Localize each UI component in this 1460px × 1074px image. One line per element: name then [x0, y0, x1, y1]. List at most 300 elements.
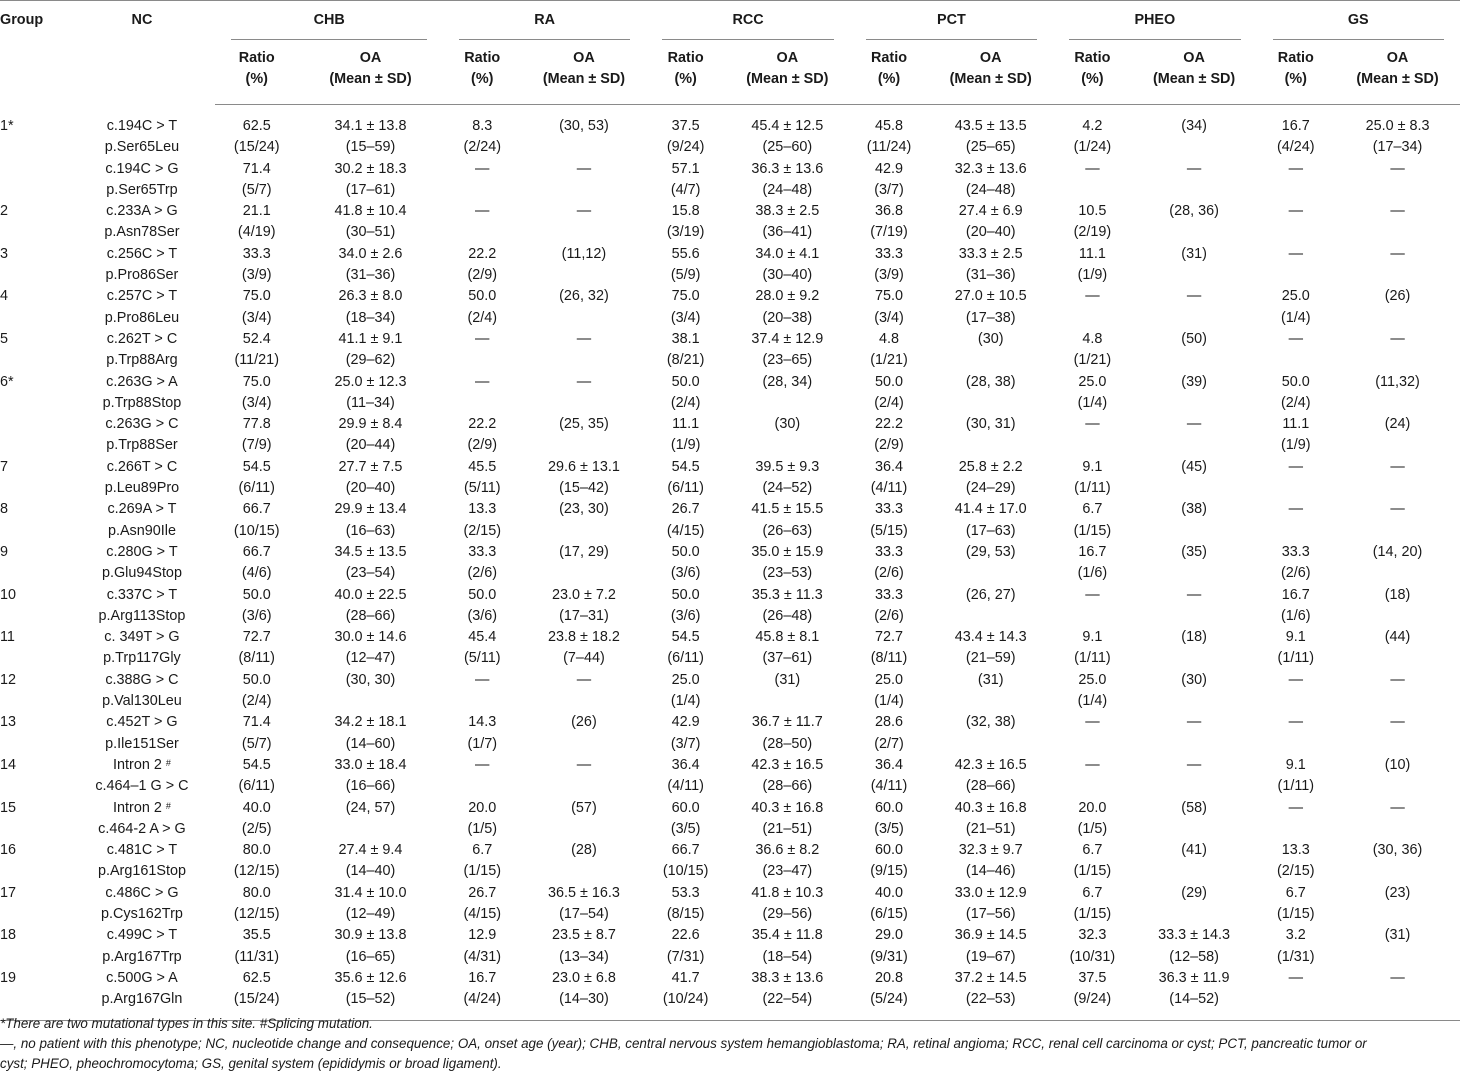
cell-value-line: 30.0 ± 14.6	[334, 629, 407, 646]
cell-ratio	[443, 201, 522, 244]
cell-ratio	[1053, 414, 1132, 457]
cell-oa	[1335, 329, 1460, 372]
cell-value-line: 34.0 ± 2.6	[338, 245, 403, 262]
cell-ratio	[646, 372, 725, 415]
cell-value-line: 37.2 ± 14.5	[954, 969, 1027, 986]
cell-ratio	[215, 372, 298, 415]
cell-value-line	[1337, 819, 1458, 840]
cell-ratio	[646, 883, 725, 926]
cell-value-line: 54.5	[242, 458, 271, 475]
cell-value-line	[1337, 861, 1458, 882]
cell-value-line	[445, 180, 520, 201]
cell-value-line: (15–59)	[345, 139, 396, 156]
cell-ratio	[850, 414, 929, 457]
cell-value-line: (24–29)	[965, 480, 1016, 497]
cell-value-line: 35.0 ± 15.9	[751, 543, 824, 560]
cell-nc-line: p.Trp117Gly	[103, 650, 181, 667]
header-oa-unit: (Mean ± SD)	[329, 71, 412, 87]
cell-value-line	[445, 393, 520, 414]
cell-nc	[68, 244, 215, 287]
cell-value-line: (1/11)	[1074, 650, 1111, 667]
header-oa-pct	[928, 40, 1053, 105]
cell-nc	[68, 105, 215, 159]
cell-oa	[928, 457, 1053, 500]
cell-oa	[1132, 585, 1257, 628]
cell-value-line: (5/9)	[670, 267, 701, 284]
header-nc: NC	[131, 12, 153, 28]
phenotype-underline	[662, 39, 833, 40]
cell-value-line: (10/15)	[662, 863, 709, 880]
cell-value-line: 34.0 ± 4.1	[755, 245, 820, 262]
cell-nc	[68, 585, 215, 628]
cell-value-line	[727, 691, 848, 712]
footnote-symbols: *There are two mutational types in this site. #Splicing mutation.	[0, 1016, 373, 1031]
table-row	[0, 840, 1460, 883]
cell-nc	[68, 798, 215, 841]
phenotype-label: RA	[534, 12, 556, 28]
cell-value-line: (23–65)	[762, 352, 813, 369]
cell-nc-line: p.Ser65Leu	[104, 138, 180, 155]
cell-ratio	[646, 712, 725, 755]
cell-oa	[725, 840, 850, 883]
cell-nc	[68, 414, 215, 457]
cell-value-line: 4.2	[1082, 118, 1103, 134]
cell-ratio	[850, 286, 929, 329]
cell-ratio	[1053, 968, 1132, 1021]
cell-ratio	[1257, 925, 1336, 968]
cell-value-line: 45.4	[468, 629, 497, 646]
cell-value-line: (11/31)	[234, 948, 279, 965]
cell-value-line: 25.8 ± 2.2	[958, 458, 1023, 475]
cell-value-line: (1/5)	[1077, 820, 1108, 837]
header-phenotype-pheo	[1053, 0, 1256, 40]
cell-oa	[522, 798, 647, 841]
cell-value-line: 52.4	[242, 330, 271, 347]
cell-ratio	[1053, 840, 1132, 883]
cell-oa	[725, 670, 850, 713]
cell-value-line: 50.0	[242, 671, 271, 688]
cell-value-line: (2/24)	[463, 139, 502, 156]
cell-value-line: —	[1390, 714, 1405, 731]
cell-oa	[1335, 414, 1460, 457]
cell-value-line: —	[1085, 160, 1100, 177]
table-row	[0, 244, 1460, 287]
cell-value-line: (9/24)	[1073, 991, 1112, 1008]
phenotype-underline	[231, 39, 427, 40]
table-row	[0, 201, 1460, 244]
cell-ratio	[215, 457, 298, 500]
cell-value-line	[1134, 521, 1255, 542]
cell-oa	[928, 627, 1053, 670]
cell-value-line: —	[1390, 245, 1405, 262]
cell-value-line: (8/21)	[666, 352, 705, 369]
cell-oa	[522, 329, 647, 372]
cell-oa	[1335, 105, 1460, 159]
cell-value-line: (2/7)	[874, 735, 904, 752]
cell-ratio	[443, 585, 522, 628]
header-oa-pheo	[1132, 40, 1257, 105]
cell-value-line: (31)	[1384, 927, 1411, 944]
cell-oa	[298, 925, 443, 968]
cell-value-line: (32, 38)	[965, 714, 1016, 731]
cell-nc-line: p.Arg113Stop	[98, 607, 186, 624]
cell-value-line: (1/21)	[870, 352, 908, 369]
cell-oa	[928, 372, 1053, 415]
cell-value-line	[1337, 648, 1458, 669]
cell-value-line: (11/21)	[234, 352, 279, 369]
cell-value-line: (23–54)	[345, 565, 396, 582]
cell-value-line: (28, 34)	[762, 373, 813, 390]
cell-value-line	[1134, 648, 1255, 669]
cell-value-line: 28.0 ± 9.2	[755, 288, 820, 305]
cell-ratio	[646, 457, 725, 500]
cell-value-line: 29.9 ± 8.4	[338, 416, 403, 433]
cell-value-line: 38.3 ± 2.5	[755, 203, 820, 220]
cell-nc-line: c.256C > T	[106, 245, 178, 262]
cell-value-line: (14–46)	[965, 863, 1016, 880]
cell-nc-line: p.Cys162Trp	[101, 905, 183, 922]
cell-nc-line: p.Asn78Ser	[104, 224, 180, 241]
header-phenotype-chb	[215, 0, 443, 40]
cell-value-line: (1/9)	[1077, 267, 1108, 284]
cell-value-line: 36.8	[875, 203, 904, 220]
cell-ratio	[646, 755, 725, 798]
cell-value-line	[445, 776, 520, 797]
header-ratio-chb	[215, 40, 298, 105]
cell-ratio	[1053, 329, 1132, 372]
cell-value-line: —	[475, 671, 490, 688]
cell-nc-line: p.Ile151Ser	[105, 735, 179, 752]
cell-oa	[928, 414, 1053, 457]
cell-oa	[298, 372, 443, 415]
table-row	[0, 542, 1460, 585]
cell-value-line: (39)	[1181, 373, 1207, 390]
cell-value-line: 41.1 ± 9.1	[338, 330, 403, 347]
cell-value-line: (20–40)	[965, 224, 1016, 241]
cell-oa	[928, 542, 1053, 585]
cell-nc-line: c.486C > G	[105, 884, 179, 901]
cell-ratio	[850, 159, 929, 202]
cell-value-line: (28, 38)	[965, 373, 1016, 390]
header-oa-label: OA	[776, 50, 799, 66]
cell-ratio	[646, 105, 725, 159]
cell-value-line: (14–40)	[345, 863, 396, 880]
cell-value-line: 30.2 ± 18.3	[334, 160, 407, 177]
cell-value-line: (17, 29)	[559, 543, 609, 560]
cell-value-line: 57.1	[671, 160, 700, 177]
cell-ratio	[850, 755, 929, 798]
cell-value-line: —	[1390, 671, 1405, 688]
cell-oa	[725, 798, 850, 841]
cell-value-line	[1134, 861, 1255, 882]
cell-value-line: (18)	[1181, 629, 1207, 646]
cell-value-line	[930, 435, 1051, 456]
header-ratio-unit: (%)	[1284, 71, 1307, 87]
table-row	[0, 585, 1460, 628]
cell-value-line: —	[1288, 458, 1303, 475]
cell-ratio	[646, 670, 725, 713]
cell-value-line: (30–51)	[345, 224, 396, 241]
cell-oa	[725, 201, 850, 244]
cell-value-line: (30, 31)	[965, 416, 1016, 433]
cell-value-line: (16–65)	[345, 948, 396, 965]
cell-nc-line: c.452T > G	[106, 714, 178, 731]
cell-value-line	[1337, 435, 1458, 456]
cell-value-line: 27.0 ± 10.5	[954, 288, 1027, 305]
cell-ratio	[646, 244, 725, 287]
cell-ratio	[1257, 457, 1336, 500]
header-oa-unit: (Mean ± SD)	[542, 71, 626, 87]
cell-value-line: —	[475, 203, 490, 220]
cell-ratio	[1053, 244, 1132, 287]
cell-value-line: 50.0	[468, 288, 497, 305]
cell-ratio	[850, 798, 929, 841]
cell-ratio	[1257, 201, 1336, 244]
header-ratio-label: Ratio	[871, 50, 907, 66]
cell-ratio	[443, 627, 522, 670]
cell-group: 2	[0, 203, 9, 220]
cell-ratio	[443, 542, 522, 585]
cell-ratio	[443, 372, 522, 415]
cell-oa	[298, 499, 443, 542]
cell-value-line: (31–36)	[965, 267, 1016, 284]
cell-oa	[928, 105, 1053, 159]
cell-nc-line: c.500G > A	[106, 969, 178, 986]
cell-value-line: (2/15)	[463, 522, 502, 539]
cell-value-line	[1134, 904, 1255, 925]
cell-oa	[522, 712, 647, 755]
table-row	[0, 883, 1460, 926]
cell-value-line: 54.5	[671, 629, 700, 646]
cell-oa	[1335, 585, 1460, 628]
cell-oa	[522, 627, 647, 670]
cell-value-line	[1337, 776, 1458, 797]
cell-value-line: (12/15)	[233, 863, 280, 880]
cell-ratio	[1257, 372, 1336, 415]
cell-value-line	[1337, 989, 1458, 1010]
phenotype-label: PCT	[937, 12, 966, 28]
cell-value-line: (25, 35)	[559, 416, 609, 433]
cell-ratio	[1053, 159, 1132, 202]
header-group: Group	[0, 12, 44, 28]
cell-ratio	[1053, 755, 1132, 798]
cell-value-line: (5/7)	[241, 735, 272, 752]
cell-nc	[68, 925, 215, 968]
cell-value-line	[1134, 691, 1255, 712]
cell-value-line	[524, 734, 645, 755]
cell-value-line: 41.7	[671, 969, 700, 986]
cell-value-line	[524, 521, 645, 542]
cell-value-line	[1134, 180, 1255, 201]
cell-value-line: 32.3 ± 13.6	[954, 160, 1027, 177]
cell-value-line: (3/7)	[670, 735, 701, 752]
cell-value-line: (31)	[1181, 245, 1207, 262]
cell-ratio	[850, 840, 929, 883]
cell-value-line: 35.4 ± 11.8	[751, 927, 823, 944]
cell-nc-line: c.499C > T	[106, 927, 178, 944]
cell-value-line: 11.1	[1282, 416, 1310, 433]
cell-value-line: 60.0	[875, 842, 904, 859]
cell-group: 15	[0, 799, 17, 816]
header-oa-unit: (Mean ± SD)	[1356, 71, 1439, 87]
cell-value-line: (29)	[1181, 884, 1207, 901]
cell-value-line: 50.0	[671, 543, 700, 560]
cell-ratio	[646, 585, 725, 628]
cell-value-line: 38.1	[671, 330, 700, 347]
cell-nc-line: p.Trp88Arg	[106, 352, 178, 369]
cell-value-line: —	[475, 373, 490, 390]
cell-value-line: 28.6	[875, 714, 904, 731]
cell-nc	[68, 159, 215, 202]
cell-value-line: 38.3 ± 13.6	[751, 969, 824, 986]
cell-value-line: (12/15)	[233, 905, 280, 922]
table-row	[0, 372, 1460, 415]
cell-value-line	[300, 691, 441, 712]
cell-value-line: 54.5	[671, 458, 700, 475]
cell-value-line: (8/15)	[666, 905, 705, 922]
cell-ratio	[1257, 286, 1336, 329]
cell-ratio	[850, 201, 929, 244]
cell-oa	[298, 670, 443, 713]
cell-oa	[298, 105, 443, 159]
cell-value-line	[1134, 265, 1255, 286]
cell-value-line: (17–54)	[559, 905, 609, 922]
cell-value-line: (36–41)	[762, 224, 813, 241]
cell-value-line: 42.9	[671, 714, 700, 731]
cell-value-line: 45.8	[875, 118, 904, 134]
cell-value-line	[1259, 478, 1334, 499]
cell-value-line	[1134, 734, 1255, 755]
cell-value-line: 23.8 ± 18.2	[547, 629, 620, 646]
cell-value-line	[1337, 222, 1458, 243]
cell-value-line: (44)	[1384, 629, 1411, 646]
cell-oa	[725, 159, 850, 202]
cell-oa	[725, 414, 850, 457]
cell-value-line: 72.7	[875, 629, 904, 646]
table-row	[0, 968, 1460, 1021]
cell-ratio	[215, 105, 298, 159]
cell-value-line: (4/24)	[1277, 139, 1315, 156]
cell-value-line: 35.3 ± 11.3	[751, 586, 823, 603]
cell-nc-line: c.464–1 G > C	[95, 778, 189, 795]
cell-oa	[1335, 670, 1460, 713]
cell-oa	[1335, 286, 1460, 329]
cell-oa	[725, 329, 850, 372]
cell-value-line: (2/15)	[1277, 863, 1315, 880]
cell-oa	[298, 585, 443, 628]
cell-value-line	[524, 222, 645, 243]
cell-oa	[1335, 244, 1460, 287]
cell-value-line: (2/4)	[670, 394, 701, 411]
cell-value-line: (14–52)	[1169, 991, 1219, 1008]
cell-nc-line: c.194C > G	[105, 160, 179, 177]
cell-value-line: —	[1186, 160, 1202, 177]
cell-oa	[725, 244, 850, 287]
cell-value-line: (30–40)	[762, 267, 813, 284]
cell-value-line	[1259, 691, 1334, 712]
cell-ratio	[1257, 627, 1336, 670]
header-oa-label: OA	[359, 50, 382, 66]
cell-group: 13	[0, 714, 17, 731]
table-row	[0, 670, 1460, 713]
cell-value-line: (5/24)	[870, 991, 908, 1008]
cell-value-line: (1/11)	[1277, 650, 1315, 667]
cell-oa	[725, 712, 850, 755]
cell-oa	[298, 329, 443, 372]
cell-value-line: (3/6)	[670, 607, 701, 624]
cell-oa	[298, 755, 443, 798]
cell-value-line: 36.6 ± 8.2	[755, 842, 820, 859]
cell-value-line: 37.5	[671, 118, 700, 134]
cell-ratio	[1257, 755, 1336, 798]
cell-value-line	[1055, 776, 1130, 797]
cell-value-line: (23, 30)	[559, 501, 609, 518]
cell-value-line: 33.3	[875, 245, 904, 262]
cell-oa	[1335, 925, 1460, 968]
cell-value-line	[1337, 308, 1458, 329]
cell-nc	[68, 883, 215, 926]
cell-value-line: 33.0 ± 12.9	[954, 884, 1027, 901]
cell-nc-line: c.263G > A	[106, 373, 178, 390]
cell-oa	[928, 925, 1053, 968]
cell-ratio	[215, 499, 298, 542]
cell-group: 7	[0, 458, 9, 475]
cell-ratio	[443, 244, 522, 287]
cell-oa	[298, 159, 443, 202]
cell-oa	[522, 542, 647, 585]
cell-value-line: —	[1085, 756, 1100, 773]
cell-value-line: (1/11)	[1074, 480, 1111, 497]
cell-group: 10	[0, 586, 17, 603]
cell-value-line: 4.8	[1082, 330, 1103, 347]
cell-value-line: (1/15)	[1073, 522, 1112, 539]
cell-value-line: 31.4 ± 10.0	[334, 884, 407, 901]
cell-value-line: (3/19)	[666, 224, 705, 241]
cell-value-line: 62.5	[242, 118, 271, 134]
cell-value-line: 66.7	[242, 501, 271, 518]
cell-value-line: 53.3	[671, 884, 700, 901]
cell-value-line: (2/6)	[874, 607, 904, 624]
cell-nc-line: c.262T > C	[106, 330, 178, 347]
footnote-abbreviations: —, no patient with this phenotype; NC, nucleotide change and consequence; OA, onset age (year); CHB, central nervous system hemangioblastoma; RA, retinal angioma; RCC, renal cell carcinoma or cyst; PCT, pancreatic tumor or	[0, 1036, 1367, 1051]
cell-oa	[1132, 159, 1257, 202]
cell-ratio	[443, 105, 522, 159]
cell-oa	[298, 840, 443, 883]
cell-value-line: 42.3 ± 16.5	[751, 756, 824, 773]
cell-ratio	[215, 329, 298, 372]
cell-value-line: (28, 36)	[1169, 203, 1219, 220]
cell-value-line: —	[475, 330, 490, 347]
cell-value-line: 27.7 ± 7.5	[338, 458, 403, 475]
cell-nc-line: p.Val130Leu	[102, 693, 182, 710]
cell-value-line	[445, 691, 520, 712]
cell-oa	[1132, 840, 1257, 883]
cell-ratio	[215, 286, 298, 329]
cell-value-line: 26.7	[468, 884, 497, 901]
cell-value-line: 9.1	[1285, 629, 1306, 646]
header-phenotype-rcc	[646, 0, 849, 40]
cell-value-line: (6/11)	[667, 480, 704, 497]
cell-value-line: 50.0	[875, 373, 904, 390]
cell-value-line: (57)	[571, 799, 597, 816]
cell-oa	[725, 499, 850, 542]
cell-ratio	[443, 286, 522, 329]
cell-value-line: 29.6 ± 13.1	[547, 458, 620, 475]
cell-oa	[522, 159, 647, 202]
cell-value-line: —	[475, 756, 490, 773]
cell-oa	[725, 457, 850, 500]
cell-value-line: (29–62)	[345, 352, 396, 369]
